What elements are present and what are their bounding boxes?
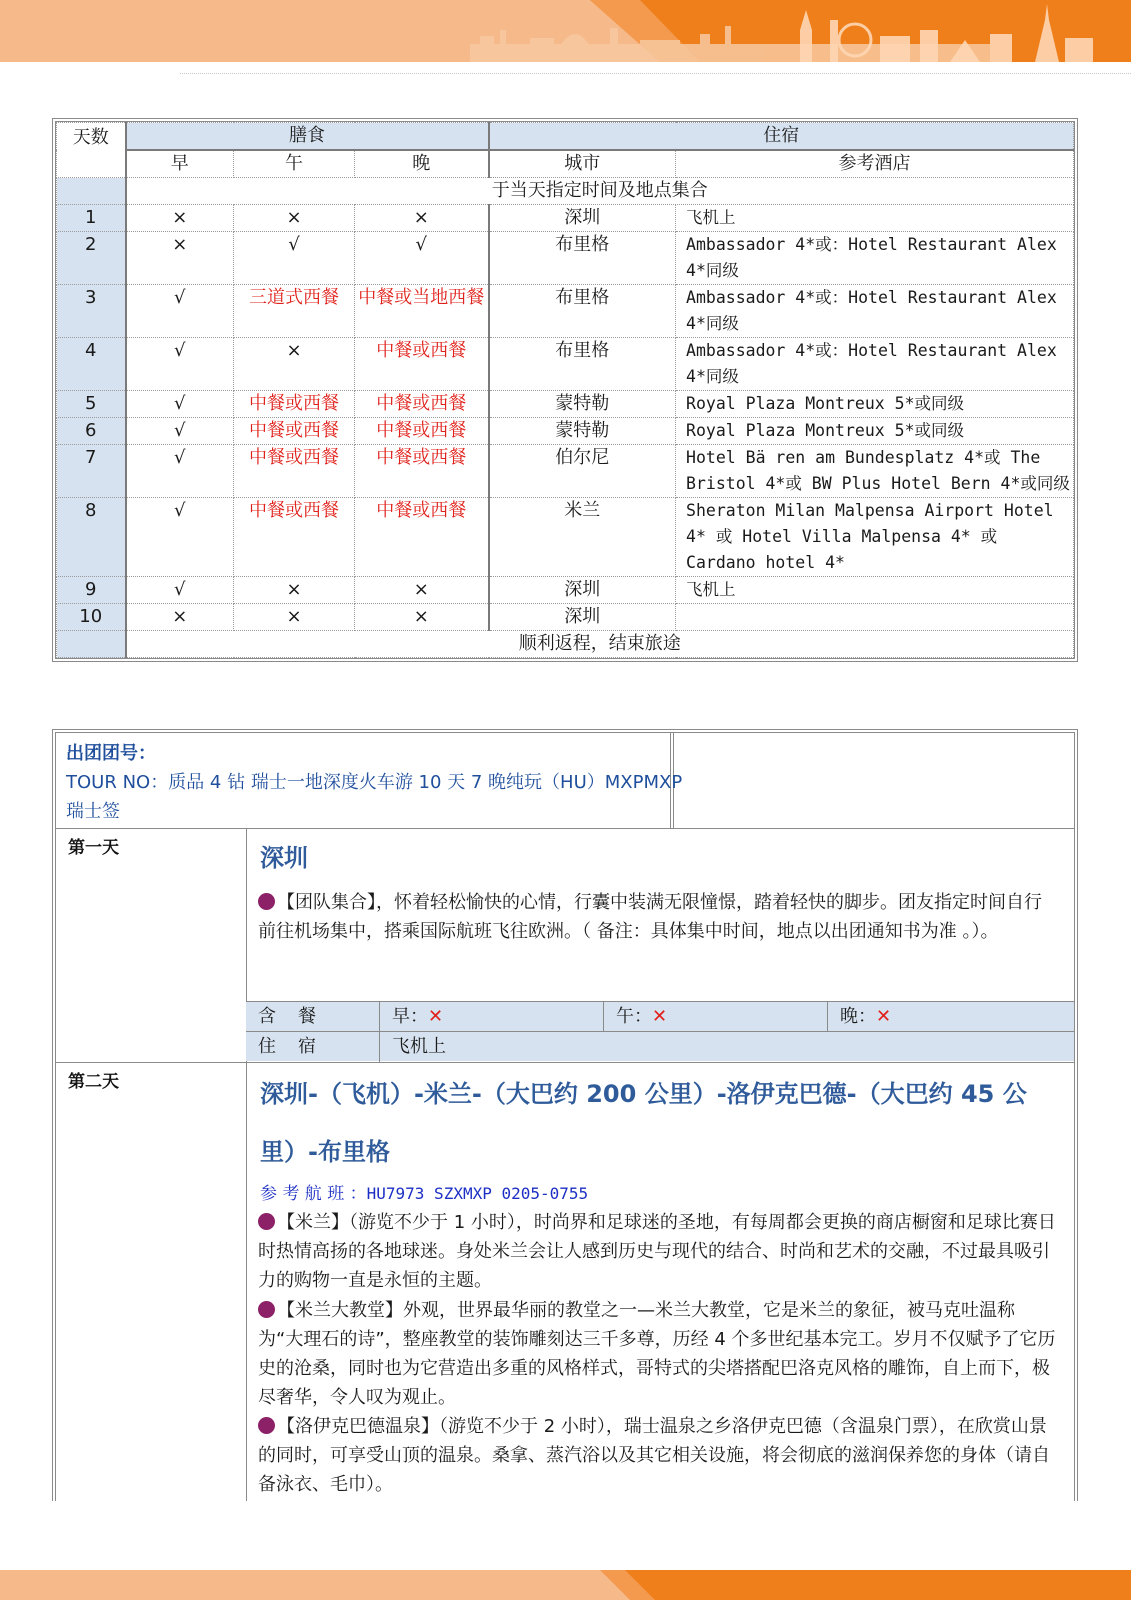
meet-row <box>57 178 1074 205</box>
dinner-cell: √ <box>355 232 489 285</box>
hotel-cell: Ambassador 4*或：Hotel Restaurant Alex 4*同级 <box>676 338 1074 391</box>
stay-label: 住 宿 <box>246 1032 380 1062</box>
dinner-cell: 中餐或西餐 <box>355 338 489 391</box>
table-row <box>57 232 1074 285</box>
day1-city: 深圳 <box>260 844 308 872</box>
breakfast-cell: √ <box>126 418 234 445</box>
hotel-cell: Ambassador 4*或：Hotel Restaurant Alex 4*同级 <box>676 285 1074 338</box>
city-cell: 伯尔尼 <box>489 445 676 498</box>
itinerary-detail <box>52 729 1078 1501</box>
dinner-cell: × <box>355 205 489 232</box>
breakfast-cell: √ <box>126 498 234 577</box>
stay-value: 飞机上 <box>392 1036 446 1057</box>
breakfast-cell: √ <box>126 391 234 418</box>
visa-type: 瑞士签 <box>66 801 120 822</box>
day1-paragraph: 【团队集合】，怀着轻松愉快的心情，行囊中装满无限憧憬，踏着轻快的脚步。团友指定时间自行前往机场集中，搭乘国际航班飞往欧洲。（ 备注：具体集中时间，地点以出团通知书为准 。）。 <box>258 892 1042 942</box>
dinner-cell: × <box>355 577 489 604</box>
header-days: 天数 <box>57 123 126 178</box>
header-city: 城市 <box>489 150 676 178</box>
day-cell: 9 <box>57 577 126 604</box>
dinner-cell: 中餐或当地西餐 <box>355 285 489 338</box>
city-cell: 米兰 <box>489 498 676 577</box>
table-subheader-row <box>57 150 1074 178</box>
hotel-cell: Royal Plaza Montreux 5*或同级 <box>676 418 1074 445</box>
tour-info <box>56 733 683 828</box>
meal-lodging-summary-table <box>52 118 1078 662</box>
breakfast-cell: √ <box>126 285 234 338</box>
dinner-cell: 中餐或西餐 <box>355 445 489 498</box>
bullet-icon <box>258 893 275 910</box>
header-stay: 住宿 <box>489 123 1074 151</box>
lunch-cell: 中餐或西餐 <box>234 391 355 418</box>
header-lunch: 午 <box>234 150 355 178</box>
hotel-cell: Sheraton Milan Malpensa Airport Hotel 4* 或 Hotel Villa Malpensa 4* 或 Cardano hotel 4* <box>676 498 1074 577</box>
day2-label: 第二天 <box>68 1072 119 1092</box>
breakfast-cell: √ <box>126 445 234 498</box>
header-banner <box>0 0 1131 62</box>
hotel-cell: 飞机上 <box>676 577 1074 604</box>
day-cell: 10 <box>57 604 126 631</box>
end-row <box>57 631 1074 658</box>
lunch-cell: × <box>234 338 355 391</box>
bullet-icon <box>258 1213 275 1230</box>
skyline-banner-graphic <box>0 0 1131 62</box>
hotel-cell: Ambassador 4*或：Hotel Restaurant Alex 4*同级 <box>676 232 1074 285</box>
header-divider <box>180 73 1131 74</box>
hotel-cell: Hotel Bä ren am Bundesplatz 4*或 The Bristol 4*或 BW Plus Hotel Bern 4*或同级 <box>676 445 1074 498</box>
day2-title: 深圳-（飞机）-米兰-（大巴约 200 公里）-洛伊克巴德-（大巴约 45 公里）-布里格 <box>260 1080 1027 1166</box>
city-cell: 布里格 <box>489 232 676 285</box>
table-row <box>57 445 1074 498</box>
breakfast-cell: √ <box>126 577 234 604</box>
day-cell: 2 <box>57 232 126 285</box>
city-cell: 深圳 <box>489 604 676 631</box>
day2-flight: 参 考 航 班 ：HU7973 SZXMXP 0205-0755 <box>260 1184 589 1204</box>
day-cell: 6 <box>57 418 126 445</box>
header-meals: 膳食 <box>126 123 489 151</box>
footer-bar <box>0 1570 1131 1600</box>
lunch-cell: √ <box>234 232 355 285</box>
table-row <box>57 577 1074 604</box>
table-row <box>57 391 1074 418</box>
meal-label: 含 餐 <box>246 1002 380 1032</box>
breakfast-cell: × <box>126 205 234 232</box>
table-row <box>57 498 1074 577</box>
table-header-row <box>57 123 1074 151</box>
breakfast-cell: √ <box>126 338 234 391</box>
bullet-icon <box>258 1417 275 1434</box>
lunch-cell: × <box>234 604 355 631</box>
lunch-cell: 三道式西餐 <box>234 285 355 338</box>
lunch-cell: 中餐或西餐 <box>234 498 355 577</box>
city-cell: 布里格 <box>489 338 676 391</box>
table-row <box>57 285 1074 338</box>
meal-dinner: 晚：✕ <box>840 1006 892 1027</box>
table-row <box>57 205 1074 232</box>
city-cell: 布里格 <box>489 285 676 338</box>
hotel-cell <box>676 604 1074 631</box>
dinner-cell: 中餐或西餐 <box>355 498 489 577</box>
lunch-cell: 中餐或西餐 <box>234 445 355 498</box>
city-cell: 蒙特勒 <box>489 391 676 418</box>
day-cell: 1 <box>57 205 126 232</box>
day2-paragraph-cathedral: 【米兰大教堂】外观，世界最华丽的教堂之一—米兰大教堂，它是米兰的象征，被马克吐温称为“大理石的诗”，整座教堂的装饰雕刻达三千多尊，历经 4 个多世纪基本完工。岁月不仅赋予了它历史的沧桑，同时也为它营造出多重的风格样式，哥特式的尖塔搭配巴洛克风格的雕饰，自上而下，极尽奢华，令人叹为观止。 <box>258 1300 1056 1408</box>
day1-meal-row <box>246 1001 1078 1031</box>
hotel-cell: Royal Plaza Montreux 5*或同级 <box>676 391 1074 418</box>
lunch-cell: 中餐或西餐 <box>234 418 355 445</box>
breakfast-cell: × <box>126 232 234 285</box>
day-cell: 5 <box>57 391 126 418</box>
breakfast-cell: × <box>126 604 234 631</box>
dinner-cell: 中餐或西餐 <box>355 391 489 418</box>
day-cell: 8 <box>57 498 126 577</box>
city-cell: 蒙特勒 <box>489 418 676 445</box>
header-breakfast: 早 <box>126 150 234 178</box>
meal-breakfast: 早：✕ <box>380 1002 604 1032</box>
lunch-cell: × <box>234 577 355 604</box>
table-row <box>57 418 1074 445</box>
day1-label: 第一天 <box>68 838 119 858</box>
day-cell: 3 <box>57 285 126 338</box>
table-row <box>57 338 1074 391</box>
city-cell: 深圳 <box>489 205 676 232</box>
day-cell: 7 <box>57 445 126 498</box>
header-hotel: 参考酒店 <box>676 150 1074 178</box>
dinner-cell: 中餐或西餐 <box>355 418 489 445</box>
day-cell: 4 <box>57 338 126 391</box>
table-row <box>57 604 1074 631</box>
lunch-cell: × <box>234 205 355 232</box>
city-cell: 深圳 <box>489 577 676 604</box>
day2-paragraph-milan: 【米兰】（游览不少于 1 小时），时尚界和足球迷的圣地，有每周都会更换的商店橱窗和足球比赛日时热情高扬的各地球迷。身处米兰会让人感到历史与现代的结合、时尚和艺术的交融，不过最具吸引力的购物一直是永恒的主题。 <box>258 1212 1056 1291</box>
day1-stay-row <box>246 1031 1078 1061</box>
bullet-icon <box>258 1301 275 1318</box>
hotel-cell: 飞机上 <box>676 205 1074 232</box>
meet-text: 于当天指定时间及地点集合 <box>126 178 1074 205</box>
header-dinner: 晚 <box>355 150 489 178</box>
day2-paragraph-spa: 【洛伊克巴德温泉】（游览不少于 2 小时），瑞士温泉之乡洛伊克巴德（含温泉门票），在欣赏山景的同时，可享受山顶的温泉。桑拿、蒸汽浴以及其它相关设施，将会彻底的滋润保养您的身体（请自备泳衣、毛巾）。 <box>258 1416 1050 1495</box>
dinner-cell: × <box>355 604 489 631</box>
end-text: 顺利返程，结束旅途 <box>126 631 1074 658</box>
tour-label: 出团团号： <box>66 743 156 764</box>
meal-lunch: 午：✕ <box>604 1002 828 1032</box>
tour-name: TOUR NO：质品 4 钻 瑞士一地深度火车游 10 天 7 晚纯玩（HU）MXPMXP <box>66 772 683 793</box>
